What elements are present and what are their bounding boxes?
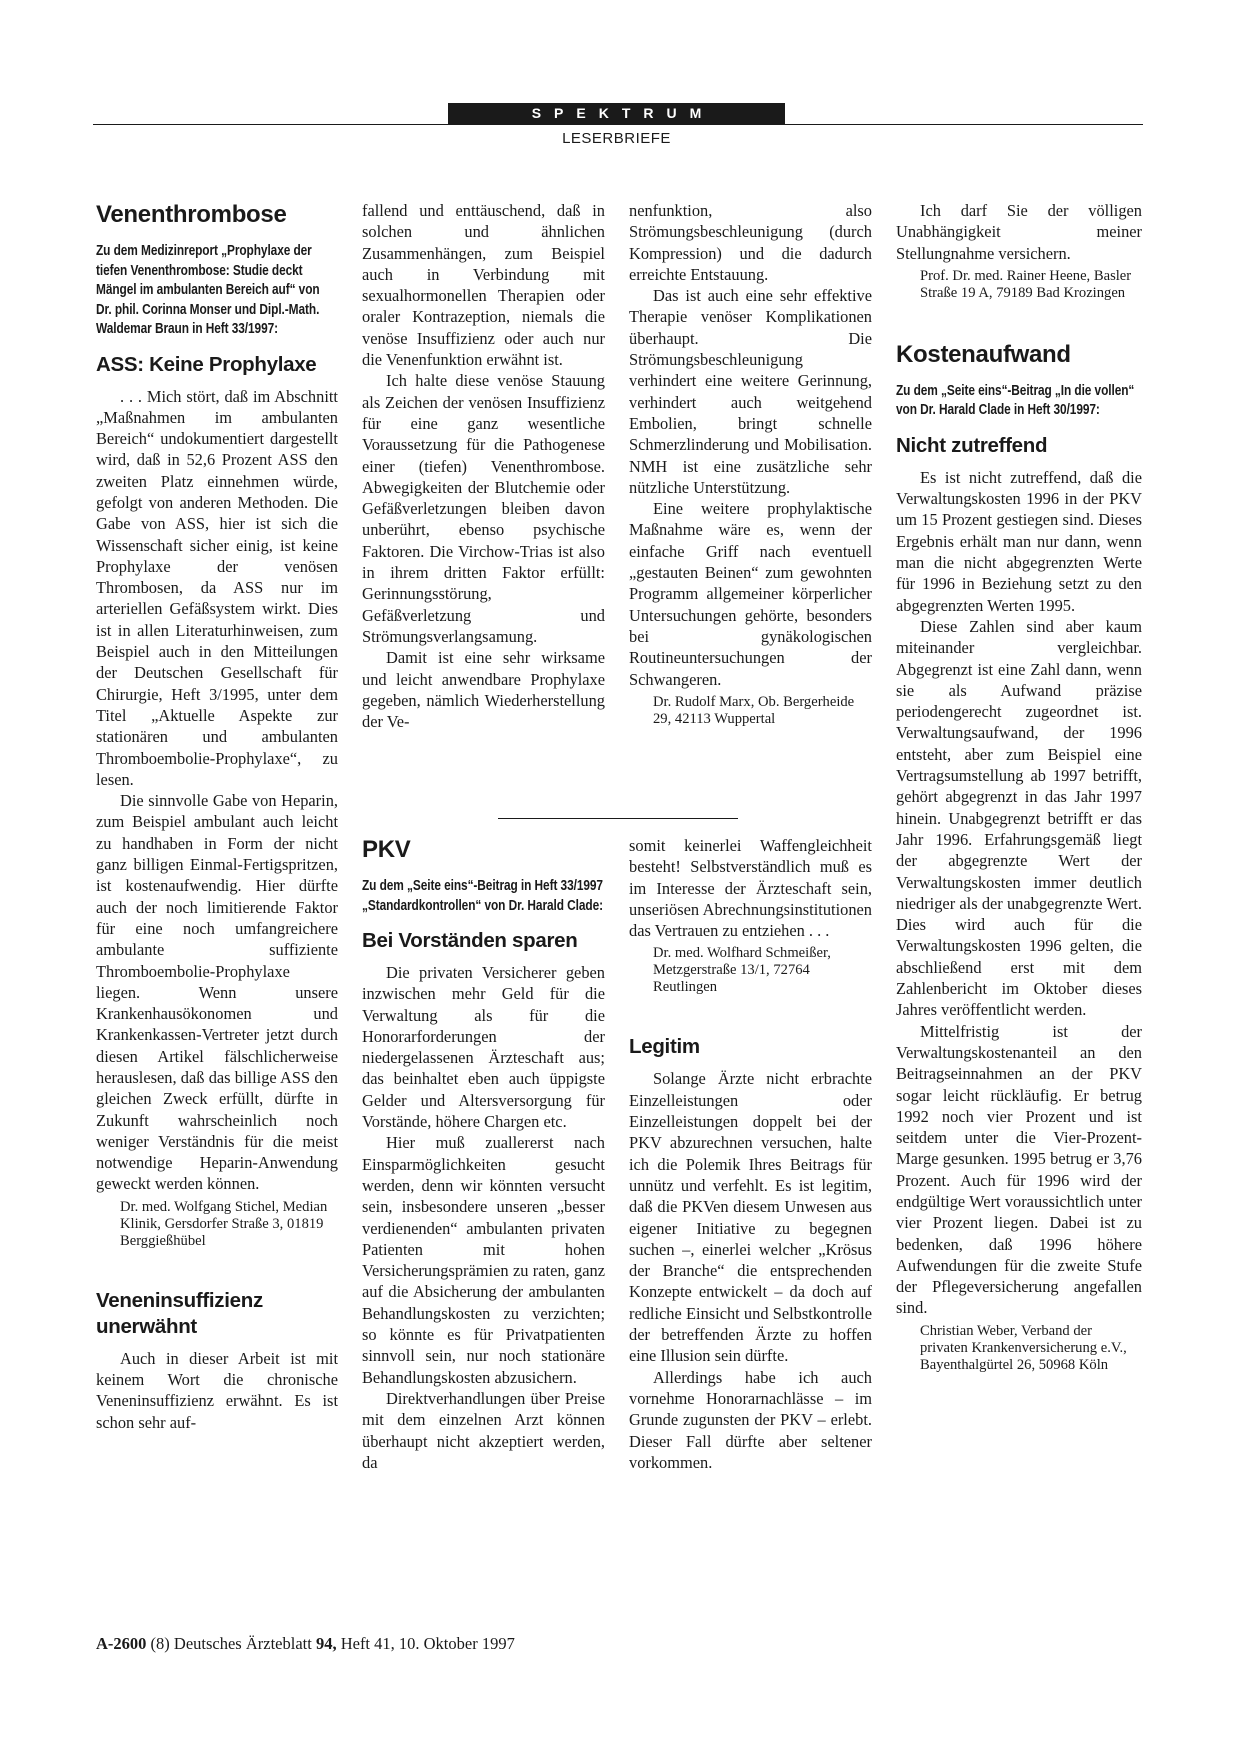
letter-signature: Dr. Rudolf Marx, Ob. Bergerheide 29, 42113 Wuppertal: [653, 693, 855, 727]
letter-signature: Dr. med. Wolfhard Schmeißer, Metzgerstraße 13/1, 72764 Reutlingen: [653, 945, 831, 996]
letter-paragraph: . . . Mich stört, daß im Abschnitt „Maßnahmen im ambulanten Bereich“ undokumentiert dargestellt wird, daß in 52,6 Prozent ASS den zweiten Platz einnehmen würde, gefolgt von anderen Methoden. Die Gabe von ASS, hier ist sich die Wissenschaft sicher einig, ist keine Prophylaxe der venösen Thrombosen, da ASS nur im arteriellen Gefäßsystem wirkt. Dies ist in allen Literaturhinweisen, zum Beispiel auch in den Mitteilungen der Deutschen Gesellschaft für Chirurgie, Heft 3/1995, unter dem Titel „Aktuelle Aspekte zur stationären und ambulanten Thromboembolie-Prophylaxe“, zu lesen.: [96, 386, 338, 789]
letter-heading: Legitim: [629, 1035, 700, 1059]
issue-date: Heft 41, 10. Oktober 1997: [340, 1634, 515, 1653]
letter-paragraph: Es ist nicht zutreffend, daß die Verwaltungskosten 1996 in der PKV um 15 Prozent gestiegen sind. Dieses Ergebnis erhält man nur dann, wenn man die nicht abgegrenzten Werte für 1996 in Beziehung setzt zu den abgegrenzten Werten 1995.: [896, 467, 1142, 615]
letter-paragraph: Die privaten Versicherer geben inzwischen mehr Geld für die Verwaltung als für die Honorarforderungen der niedergelassenen Ärzteschaft aus; das beinhaltet eben auch üppigste Gelder und Altersversorgung für Vorstände, höhere Chargen etc.: [362, 963, 605, 1132]
pkv-column-left: [362, 835, 605, 1473]
reference-note: Zu dem „Seite eins“-Beitrag „In die vollen“ von Dr. Harald Clade in Heft 30/1997:: [896, 382, 1135, 419]
letter-paragraph: Solange Ärzte nicht erbrachte Einzelleistungen oder Einzelleistungen doppelt bei der PKV abzurechnen versuchen, halte ich die Polemik Ihres Beitrags für unnütz und verfehlt. Es ist legitim, daß die PKVen diesem Unwesen aus eigener Initiative zu begegnen suchen –, einerlei welcher „Krösus der Branche“ die entsprechenden Konzepte entwickelt – da doch auf redliche Einsicht und Selbstkontrolle der betreffenden Ärzte zu hoffen eine Illusion sein dürfte.: [629, 1069, 872, 1366]
column-1: [96, 200, 338, 1433]
letter-paragraph: fallend und enttäuschend, daß in solchen und ähnlichen Zusammenhängen, zum Beispiel auch in Verbindung mit sexualhormonellen Therapien oder oraler Kontrazeption, niemals die venöse Insuffizienz oder auch nur die Venenfunktion erwähnt ist.: [362, 201, 605, 370]
letter-heading: Nicht zutreffend: [896, 433, 1048, 457]
letter-paragraph: Damit ist eine sehr wirksame und leicht anwendbare Prophylaxe gegeben, nämlich Wiederherstellung der Ve-: [362, 648, 605, 732]
letter-paragraph: Das ist auch eine sehr effektive Therapie venöser Komplikationen überhaupt. Die Strömungsbeschleunigung verhindert eine weitere Gerinnung, verhindert auch weitgehend Embolien, bringt schnelle Schmerzlinderung und Mobilisation. NMH ist eine zusätzliche sehr nützliche Unterstützung.: [629, 286, 872, 497]
column-4: [896, 200, 1142, 1378]
letter-paragraph: Diese Zahlen sind aber kaum miteinander vergleichbar. Abgegrenzt ist eine Zahl dann, wenn sie als Aufwand präzise periodengerecht zugeordnet ist. Verwaltungsaufwand, der 1996 entsteht, aber zum Beispiel eine Vertragsumstellung ab 1997 betrifft, gehört abgegrenzt in das Jahr 1997 hinein. Unabgegrenzt betrifft er das Jahr 1996. Erfahrungsgemäß liegt der abgegrenzte Wert der Verwaltungskosten immer deutlich niedriger als der unabgegrenzte Wert. Dies wird auch für die Verwaltungskosten 1996 gelten, die abschließend erst mit dem Zahlenbericht im Oktober dieses Jahres veröffentlicht werden.: [896, 616, 1142, 1020]
letter-paragraph: somit keinerlei Waffengleichheit besteht! Selbstverständlich muß es im Interesse der Ärzteschaft sein, unseriösen Abrechnungsinstitutionen das Vertrauen zu entziehen . . .: [629, 836, 872, 941]
pkv-column-right: [629, 835, 872, 1473]
page-footer: [96, 1634, 515, 1654]
journal-name: (8) Deutsches Ärzteblatt: [150, 1634, 312, 1653]
section-divider: [498, 818, 738, 819]
reference-note: Zu dem Medizinreport „Prophylaxe der tiefen Venenthrombose: Studie deckt Mängel im ambulanten Bereich auf“ von Dr. phil. Corinna Monser und Dipl.-Math. Waldemar Braun in Heft 33/1997:: [96, 243, 320, 337]
letter-paragraph: Die sinnvolle Gabe von Heparin, zum Beispiel ambulant auch leicht zu handhaben in Form der nicht ganz billigen Einmal-Fertigspritzen, ist kostenaufwendig. Hier dürfte auch der noch limitierende Faktor für eine noch umfangreichere ambulante suffiziente Thromboembolie-Prophylaxe liegen. Wenn unsere Krankenhausökonomen und Krankenkassen-Vertreter jetzt durch diesen Artikel fälschlicherweise herauslesen, daß das billige ASS den gleichen Zweck erfüllt, dürfte in Zukunft wahrscheinlich noch weniger Verständnis für die meist notwendige Heparin-Anwendung geweckt werden können.: [96, 791, 338, 1194]
letter-paragraph: nenfunktion, also Strömungsbeschleunigung (durch Kompression) und die dadurch erreichte Entstauung.: [629, 201, 872, 284]
letter-paragraph: Ich darf Sie der völligen Unabhängigkeit meiner Stellungnahme versichern.: [896, 201, 1142, 263]
letter-paragraph: Direktverhandlungen über Preise mit dem einzelnen Arzt können überhaupt nicht akzeptiert werden, da: [362, 1388, 605, 1472]
letter-signature: Dr. med. Wolfgang Stichel, Median Klinik, Gersdorfer Straße 3, 01819 Berggießhübel: [120, 1198, 328, 1249]
topic-heading-pkv: PKV: [362, 836, 411, 863]
topic-heading-venenthrombose: Venenthrombose: [96, 201, 287, 228]
column-2: [362, 200, 605, 732]
letter-signature: Christian Weber, Verband der privaten Krankenversicherung e.V., Bayenthalgürtel 26, 50968 Köln: [920, 1322, 1127, 1373]
subsection-label: LESERBRIEFE: [562, 130, 671, 147]
reference-note: Zu dem „Seite eins“-Beitrag in Heft 33/1997 „Standardkontrollen“ von Dr. Harald Clade:: [362, 878, 604, 914]
letter-paragraph: Allerdings habe ich auch vornehme Honorarnachlässe – im Grunde zugunsten der PKV – erlebt. Dieser Fall dürfte aber seltener vorkommen.: [629, 1367, 872, 1472]
journal-volume: 94,: [315, 1634, 337, 1653]
letter-paragraph: Hier muß zuallererst nach Einsparmöglichkeiten gesucht werden, denn wir könnten versucht sein, insbesondere unseren „besser verdienenden“ ambulanten privaten Patienten mit hohen Versicherungsprämien zu raten, ganz auf die Absicherung der ambulanten Behandlungskosten zu verzichten; so könnte es für Privatpatienten sinnvoll sein, nur noch stationäre Behandlungskosten abzusichern.: [362, 1133, 605, 1387]
letter-heading: Veneninsuffizienz unerwähnt: [96, 1288, 263, 1338]
topic-heading-kostenaufwand: Kostenaufwand: [896, 340, 1071, 368]
page-code: A-2600: [96, 1634, 147, 1653]
column-3: [629, 200, 872, 732]
letter-paragraph: Ich halte diese venöse Stauung als Zeichen der venösen Insuffizienz für eine ganz wesentliche Voraussetzung für die Pathogenese einer (tiefen) Venenthrombose. Abwegigkeiten der Blutchemie oder Gefäßverletzungen bleiben davon unberührt, ebenso psychische Faktoren. Die Virchow-Trias ist also in ihrem dritten Faktor erfüllt: Gerinnungsstörung, Gefäßverletzung und Strömungsverlangsamung.: [362, 371, 605, 646]
letter-paragraph: Eine weitere prophylaktische Maßnahme wäre es, wenn der einfache Griff nach eventuell „gestauten Beinen“ zum gewohnten Programm allgemeiner körperlicher Untersuchungen gehörte, besonders bei gynäkologischen Routineuntersuchungen der Schwangeren.: [629, 499, 872, 689]
letter-heading: Bei Vorständen sparen: [362, 929, 578, 952]
letter-heading: ASS: Keine Prophylaxe: [96, 352, 317, 376]
letter-signature: Prof. Dr. med. Rainer Heene, Basler Straße 19 A, 79189 Bad Krozingen: [920, 267, 1132, 301]
header-rule: [93, 124, 1143, 125]
section-banner: SPEKTRUM: [448, 103, 785, 124]
letter-paragraph: Auch in dieser Arbeit ist mit keinem Wort die chronische Veneninsuffizienz erwähnt. Es ist schon sehr auf-: [96, 1348, 338, 1432]
letter-paragraph: Mittelfristig ist der Verwaltungskostenanteil an den Beitragseinnahmen an der PKV sogar leicht rückläufig. Er betrug 1992 noch vier Prozent und ist seitdem unter die Vier-Prozent-Marge gesunken. 1995 betrug er 3,76 Prozent. Auch für 1996 wird der endgültige Wert voraussichtlich unter vier Prozent liegen. Dabei ist zu bedenken, daß 1996 höhere Aufwendungen für die zweite Stufe der Pflegeversicherung angefallen sind.: [896, 1021, 1142, 1318]
